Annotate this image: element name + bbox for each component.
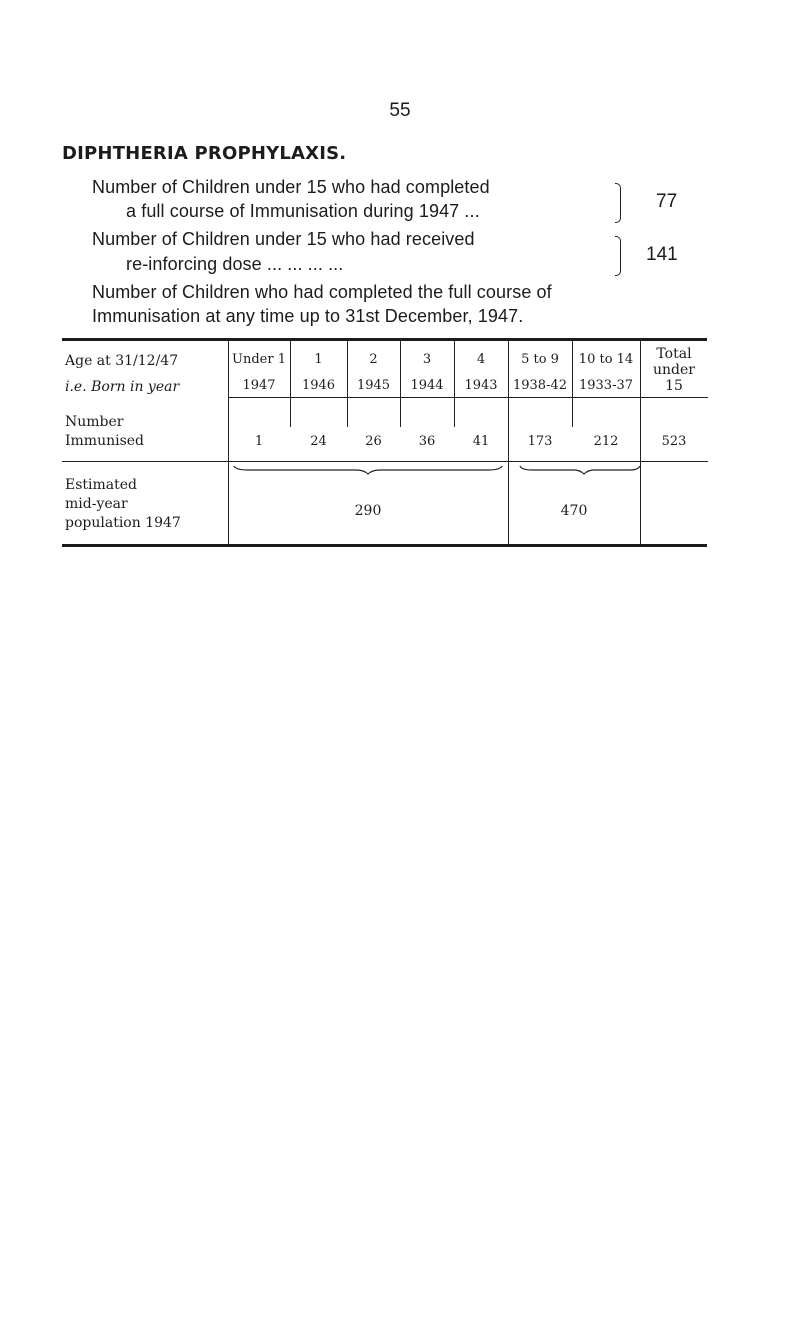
col-total-line-1: Total: [656, 346, 692, 362]
col-year-1944: 1944: [410, 378, 444, 393]
immunised-total: 523: [661, 434, 687, 449]
col-year-1945: 1945: [356, 378, 391, 393]
col-year-1943: 1943: [464, 378, 498, 393]
reinforcing-line-2: re-inforcing dose ... ... ... ...: [126, 254, 344, 274]
reinforcing-line-1: Number of Children under 15 who had received: [92, 229, 475, 249]
row-header-age: Age at 31/12/47: [65, 353, 179, 369]
col-total-line-2: under: [653, 362, 695, 378]
immunised-age-1: 24: [310, 434, 327, 449]
immunised-age-3: 36: [418, 434, 436, 449]
brace-ages-0-to-4: [234, 466, 502, 474]
table-bottom-rule: [62, 544, 707, 547]
table-hline: [228, 397, 708, 398]
immunised-label-1: Number: [65, 414, 124, 430]
immunised-age-4: 41: [472, 434, 490, 449]
population-ages-5-to-14: 470: [560, 503, 588, 519]
page-number: 55: [389, 100, 411, 121]
immunised-age-5-to-9: 173: [527, 434, 553, 449]
completed-line-1: Number of Children under 15 who had completed: [92, 177, 490, 197]
population-label-2: mid-year: [65, 496, 128, 512]
immunised-under-1: 1: [254, 434, 264, 449]
col-age-10-to-14: 10 to 14: [578, 352, 634, 367]
reinforcing-value: 141: [646, 244, 678, 265]
table-intro-line-2: Immunisation at any time up to 31st December, 1947.: [92, 306, 524, 326]
immunised-label-2: Immunised: [65, 433, 145, 449]
col-age-2: 2: [369, 352, 378, 367]
col-age-3: 3: [422, 352, 432, 367]
table-intro-line-1: Number of Children who had completed the full course of: [92, 282, 552, 302]
col-age-1: 1: [314, 352, 323, 367]
brace-ages-5-to-14: [520, 466, 640, 474]
col-year-1947: 1947: [242, 378, 276, 393]
col-age-5-to-9: 5 to 9: [521, 352, 559, 367]
completed-brace: [615, 183, 621, 223]
immunised-age-10-to-14: 212: [593, 434, 619, 449]
immunised-age-2: 26: [365, 434, 382, 449]
row-header-born: i.e. Born in year: [65, 379, 180, 395]
col-total-line-3: 15: [665, 378, 683, 394]
group-braces: [228, 462, 708, 486]
col-year-1933-37: 1933-37: [578, 378, 634, 393]
population-label-1: Estimated: [65, 477, 138, 493]
completed-line-2: a full course of Immunisation during 1947 ...: [126, 201, 480, 221]
col-year-1938-42: 1938-42: [512, 378, 568, 393]
col-age-4: 4: [476, 352, 486, 367]
population-label-3: population 1947: [65, 515, 181, 531]
reinforcing-brace: [615, 236, 621, 276]
page-heading: DIPHTHERIA PROPHYLAXIS.: [62, 143, 347, 164]
col-age-under-1: Under 1: [232, 352, 286, 367]
completed-value: 77: [656, 191, 678, 212]
table-top-rule: [62, 338, 707, 341]
population-ages-0-to-4: 290: [354, 503, 382, 519]
col-year-1946: 1946: [301, 378, 336, 393]
